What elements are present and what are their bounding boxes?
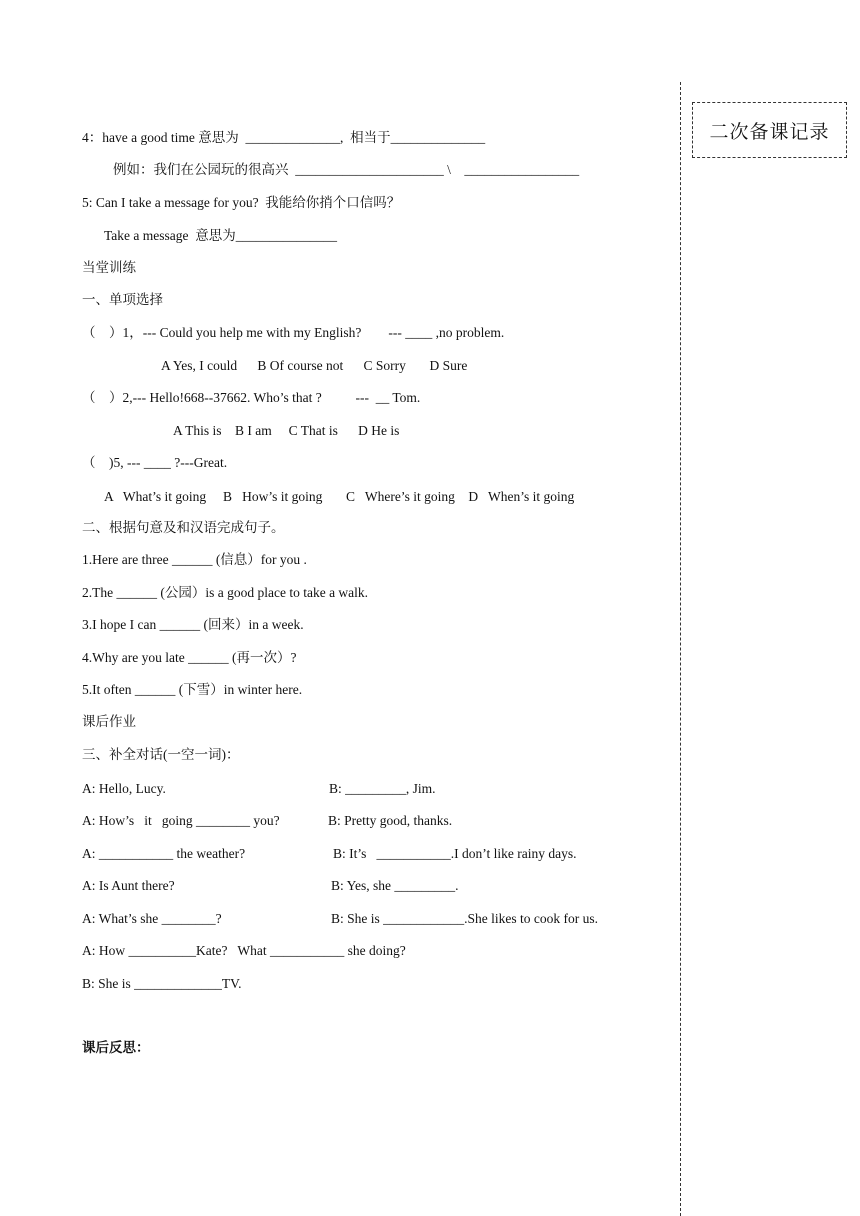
mc-question-5: （ )5, --- ____ ?---Great. <box>82 455 228 470</box>
item-4-have-a-good-time: 4：have a good time 意思为 ______________, 相当于______________ <box>82 130 486 145</box>
dialogue-1-b: B: _________, Jim. <box>329 781 436 796</box>
mc-question-1: （ ）1，--- Could you help me with my English? --- ____ ,no problem. <box>82 325 505 340</box>
dialogue-3-b: B: It’s ___________.I don’t like rainy days. <box>333 846 577 861</box>
dialogue-2-a: A: How’s it going ________ you? <box>82 813 280 828</box>
mc-question-2: （ ）2,--- Hello!668--37662. Who’s that ? --- __ Tom. <box>82 390 421 405</box>
item-4-example: 例如：我们在公园玩的很高兴 ______________________ \ _________________ <box>113 162 580 177</box>
dialogue-3-a: A: ___________ the weather? <box>82 846 246 861</box>
dialogue-5-b: B: She is ____________.She likes to cook for us. <box>331 911 598 926</box>
fill-sentence-1: 1.Here are three ______ (信息）for you . <box>82 552 307 567</box>
mc-question-2-options: A This is B I am C That is D He is <box>173 423 400 438</box>
fill-sentence-2: 2.The ______ (公园）is a good place to take a walk. <box>82 585 369 600</box>
section-homework-heading: 课后作业 <box>82 714 136 729</box>
section-class-practice-heading: 当堂训练 <box>82 260 136 275</box>
margin-divider <box>680 82 681 1216</box>
dialogue-4-a: A: Is Aunt there? <box>82 878 175 893</box>
second-prep-notes-box <box>692 102 847 158</box>
dialogue-5-a: A: What’s she ________? <box>82 911 222 926</box>
dialogue-6: A: How __________Kate? What ___________ she doing? <box>82 943 406 958</box>
fill-sentence-4: 4.Why are you late ______ (再一次）? <box>82 650 297 665</box>
section-2-heading: 二、根据句意及和汉语完成句子。 <box>82 520 285 535</box>
fill-sentence-3: 3.I hope I can ______ (回来）in a week. <box>82 617 304 632</box>
dialogue-1-a: A: Hello, Lucy. <box>82 781 166 796</box>
dialogue-7: B: She is _____________TV. <box>82 976 242 991</box>
fill-sentence-5: 5.It often ______ (下雪）in winter here. <box>82 682 303 697</box>
reflection-heading: 课后反思： <box>82 1040 150 1055</box>
mc-question-1-options: A Yes, I could B Of course not C Sorry D Sure <box>161 358 468 373</box>
item-5-meaning: Take a message 意思为_______________ <box>104 228 338 243</box>
item-5-take-a-message: 5: Can I take a message for you? 我能给你捎个口信吗？ <box>82 195 401 210</box>
dialogue-2-b: B: Pretty good, thanks. <box>328 813 453 828</box>
mc-question-5-options: A What’s it going B How’s it going C Where’s it going D When’s it going <box>104 489 575 504</box>
notes-box-title: 二次备课记录 <box>709 120 830 143</box>
section-1-heading: 一、单项选择 <box>82 292 163 307</box>
section-3-heading: 三、补全对话(一空一词)： <box>82 747 240 762</box>
dialogue-4-b: B: Yes, she _________. <box>331 878 459 893</box>
